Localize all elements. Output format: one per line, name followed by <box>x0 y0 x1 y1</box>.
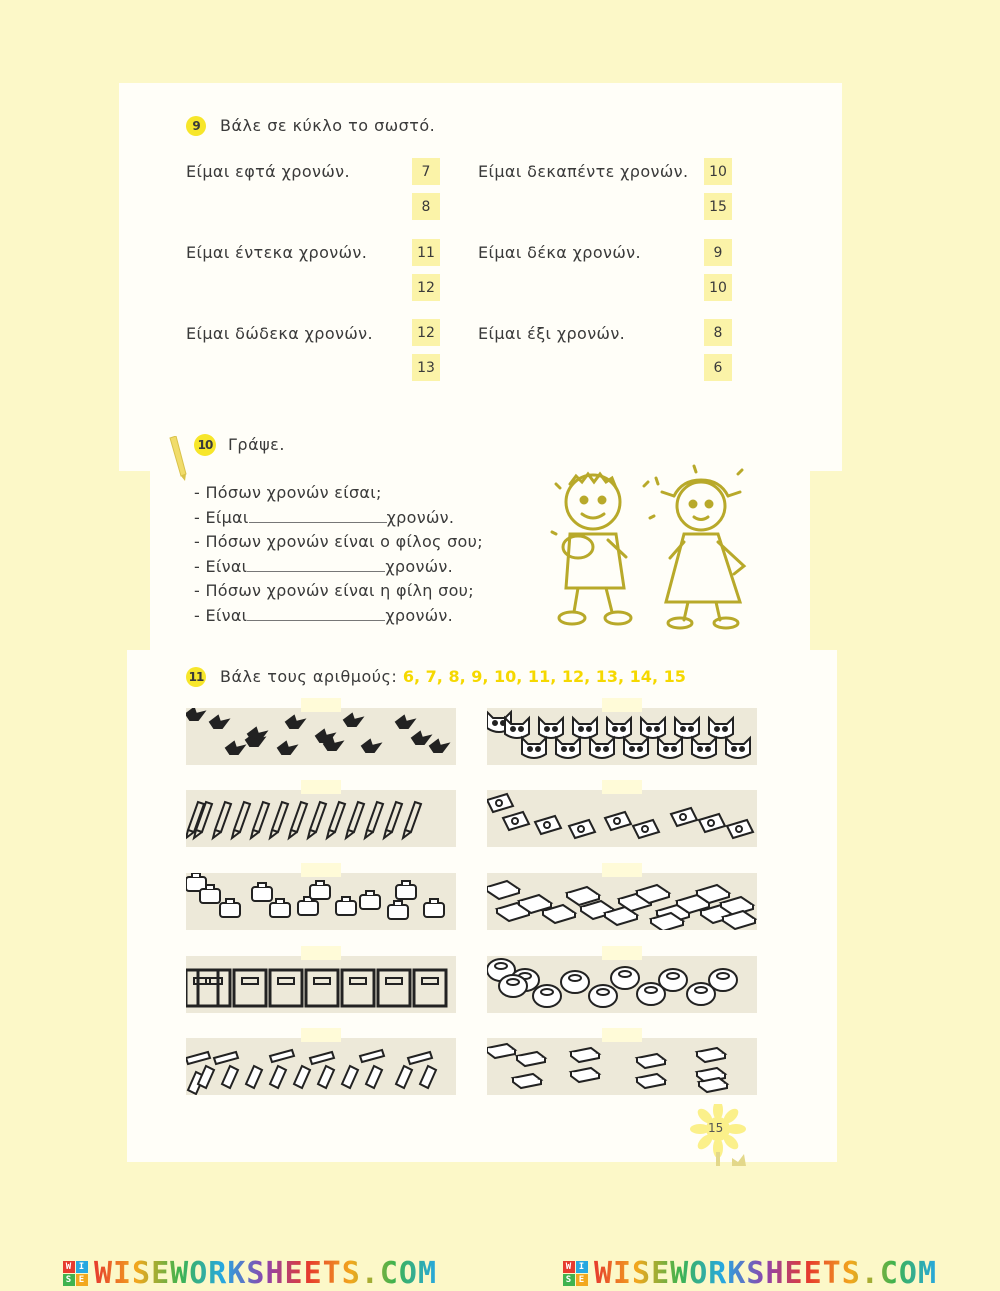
exercise-9-sentence-6: Είμαι έξι χρονών. <box>478 324 626 343</box>
count-panel-books <box>487 873 757 930</box>
dialogue-text: χρονών. <box>385 557 454 576</box>
dialogue-text: - Πόσων χρονών είναι ο φίλος σου; <box>194 532 483 551</box>
flower-icon <box>688 1104 758 1166</box>
answer-box[interactable] <box>602 698 642 712</box>
option-box[interactable]: 11 <box>412 239 440 266</box>
bird-icons <box>186 708 456 765</box>
exercise-10-number: 10 <box>194 434 216 456</box>
count-panel-birds <box>186 708 456 765</box>
dialogue-line <box>194 581 474 600</box>
crayon-icons <box>186 1038 456 1095</box>
watermark-text: WISEWORKSHEETS.COM <box>93 1255 438 1291</box>
count-panel-bags <box>186 873 456 930</box>
answer-box[interactable] <box>602 1028 642 1042</box>
option-box[interactable]: 7 <box>412 158 440 185</box>
option-box[interactable]: 9 <box>704 239 732 266</box>
count-panel-crayons <box>186 1038 456 1095</box>
pencil-icons <box>186 790 456 847</box>
exercise-9-title: Βάλε σε κύκλο το σωστό. <box>220 116 436 135</box>
answer-box[interactable] <box>301 780 341 794</box>
exercise-10-title: Γράψε. <box>228 435 285 454</box>
answer-blank[interactable] <box>247 559 385 572</box>
eraser-icons <box>487 1038 757 1095</box>
watermark[interactable] <box>563 1256 937 1291</box>
pencil-icon <box>164 436 188 482</box>
answer-box[interactable] <box>602 863 642 877</box>
cat-icons <box>487 708 757 765</box>
option-box[interactable]: 12 <box>412 319 440 346</box>
dialogue-text: χρονών. <box>385 606 454 625</box>
answer-box[interactable] <box>602 946 642 960</box>
logo-letter: S <box>63 1274 75 1286</box>
sharpener-icons <box>487 790 757 847</box>
exercise-11-numbers: 6, 7, 8, 9, 10, 11, 12, 13, 14, 15 <box>402 667 686 686</box>
bag-icons <box>186 873 456 930</box>
answer-blank[interactable] <box>249 510 387 523</box>
option-box[interactable]: 8 <box>412 193 440 220</box>
dialogue-line <box>194 557 453 576</box>
option-box[interactable]: 13 <box>412 354 440 381</box>
dialogue-text: - Πόσων χρονών είσαι; <box>194 483 382 502</box>
option-box[interactable]: 15 <box>704 193 732 220</box>
exercise-9-sentence-1: Είμαι εφτά χρονών. <box>186 162 350 181</box>
count-panel-notebooks <box>186 956 456 1013</box>
watermark-logo <box>563 1261 588 1286</box>
logo-letter: W <box>563 1261 575 1273</box>
watermark-footer <box>0 1255 1000 1291</box>
exercise-9-sentence-3: Είμαι έντεκα χρονών. <box>186 243 368 262</box>
dialogue-text: - Είμαι <box>194 508 249 527</box>
watermark[interactable] <box>63 1256 437 1291</box>
exercise-11-instruction: Βάλε τους αριθμούς: <box>220 667 398 686</box>
page-sheet-top <box>119 83 842 471</box>
logo-letter: E <box>76 1274 88 1286</box>
exercise-9-sentence-2: Είμαι δεκαπέντε χρονών. <box>478 162 689 181</box>
exercise-11-title <box>220 667 686 686</box>
option-box[interactable]: 10 <box>704 158 732 185</box>
count-panel-sharpeners <box>487 790 757 847</box>
option-box[interactable]: 12 <box>412 274 440 301</box>
page-number: 15 <box>708 1121 724 1135</box>
dialogue-text: - Είναι <box>194 606 248 625</box>
dialogue-line <box>194 532 483 551</box>
dialogue-line <box>194 508 454 527</box>
dialogue-line <box>194 606 453 625</box>
logo-letter: I <box>76 1261 88 1273</box>
option-box[interactable]: 8 <box>704 319 732 346</box>
answer-box[interactable] <box>301 863 341 877</box>
exercise-9-number: 9 <box>186 116 206 136</box>
bun-icons <box>487 956 757 1013</box>
count-panel-pencils <box>186 790 456 847</box>
logo-letter: W <box>63 1261 75 1273</box>
watermark-logo <box>63 1261 88 1286</box>
exercise-9-sentence-4: Είμαι δέκα χρονών. <box>478 243 641 262</box>
exercise-9-sentence-5: Είμαι δώδεκα χρονών. <box>186 324 373 343</box>
count-panel-buns <box>487 956 757 1013</box>
watermark-text: WISEWORKSHEETS.COM <box>593 1255 938 1291</box>
count-panel-erasers <box>487 1038 757 1095</box>
exercise-11-number: 11 <box>186 667 206 687</box>
option-box[interactable]: 6 <box>704 354 732 381</box>
logo-letter: I <box>576 1261 588 1273</box>
answer-box[interactable] <box>301 946 341 960</box>
dialogue-text: - Είναι <box>194 557 248 576</box>
children-illustration <box>548 462 762 634</box>
logo-letter: S <box>563 1274 575 1286</box>
dialogue-text: χρονών. <box>386 508 455 527</box>
book-icons <box>487 873 757 930</box>
answer-box[interactable] <box>301 1028 341 1042</box>
option-box[interactable]: 10 <box>704 274 732 301</box>
count-panel-cats <box>487 708 757 765</box>
answer-box[interactable] <box>301 698 341 712</box>
answer-blank[interactable] <box>247 608 385 621</box>
logo-letter: E <box>576 1274 588 1286</box>
dialogue-line <box>194 483 382 502</box>
answer-box[interactable] <box>602 780 642 794</box>
notebook-icons <box>186 956 456 1013</box>
dialogue-text: - Πόσων χρονών είναι η φίλη σου; <box>194 581 474 600</box>
